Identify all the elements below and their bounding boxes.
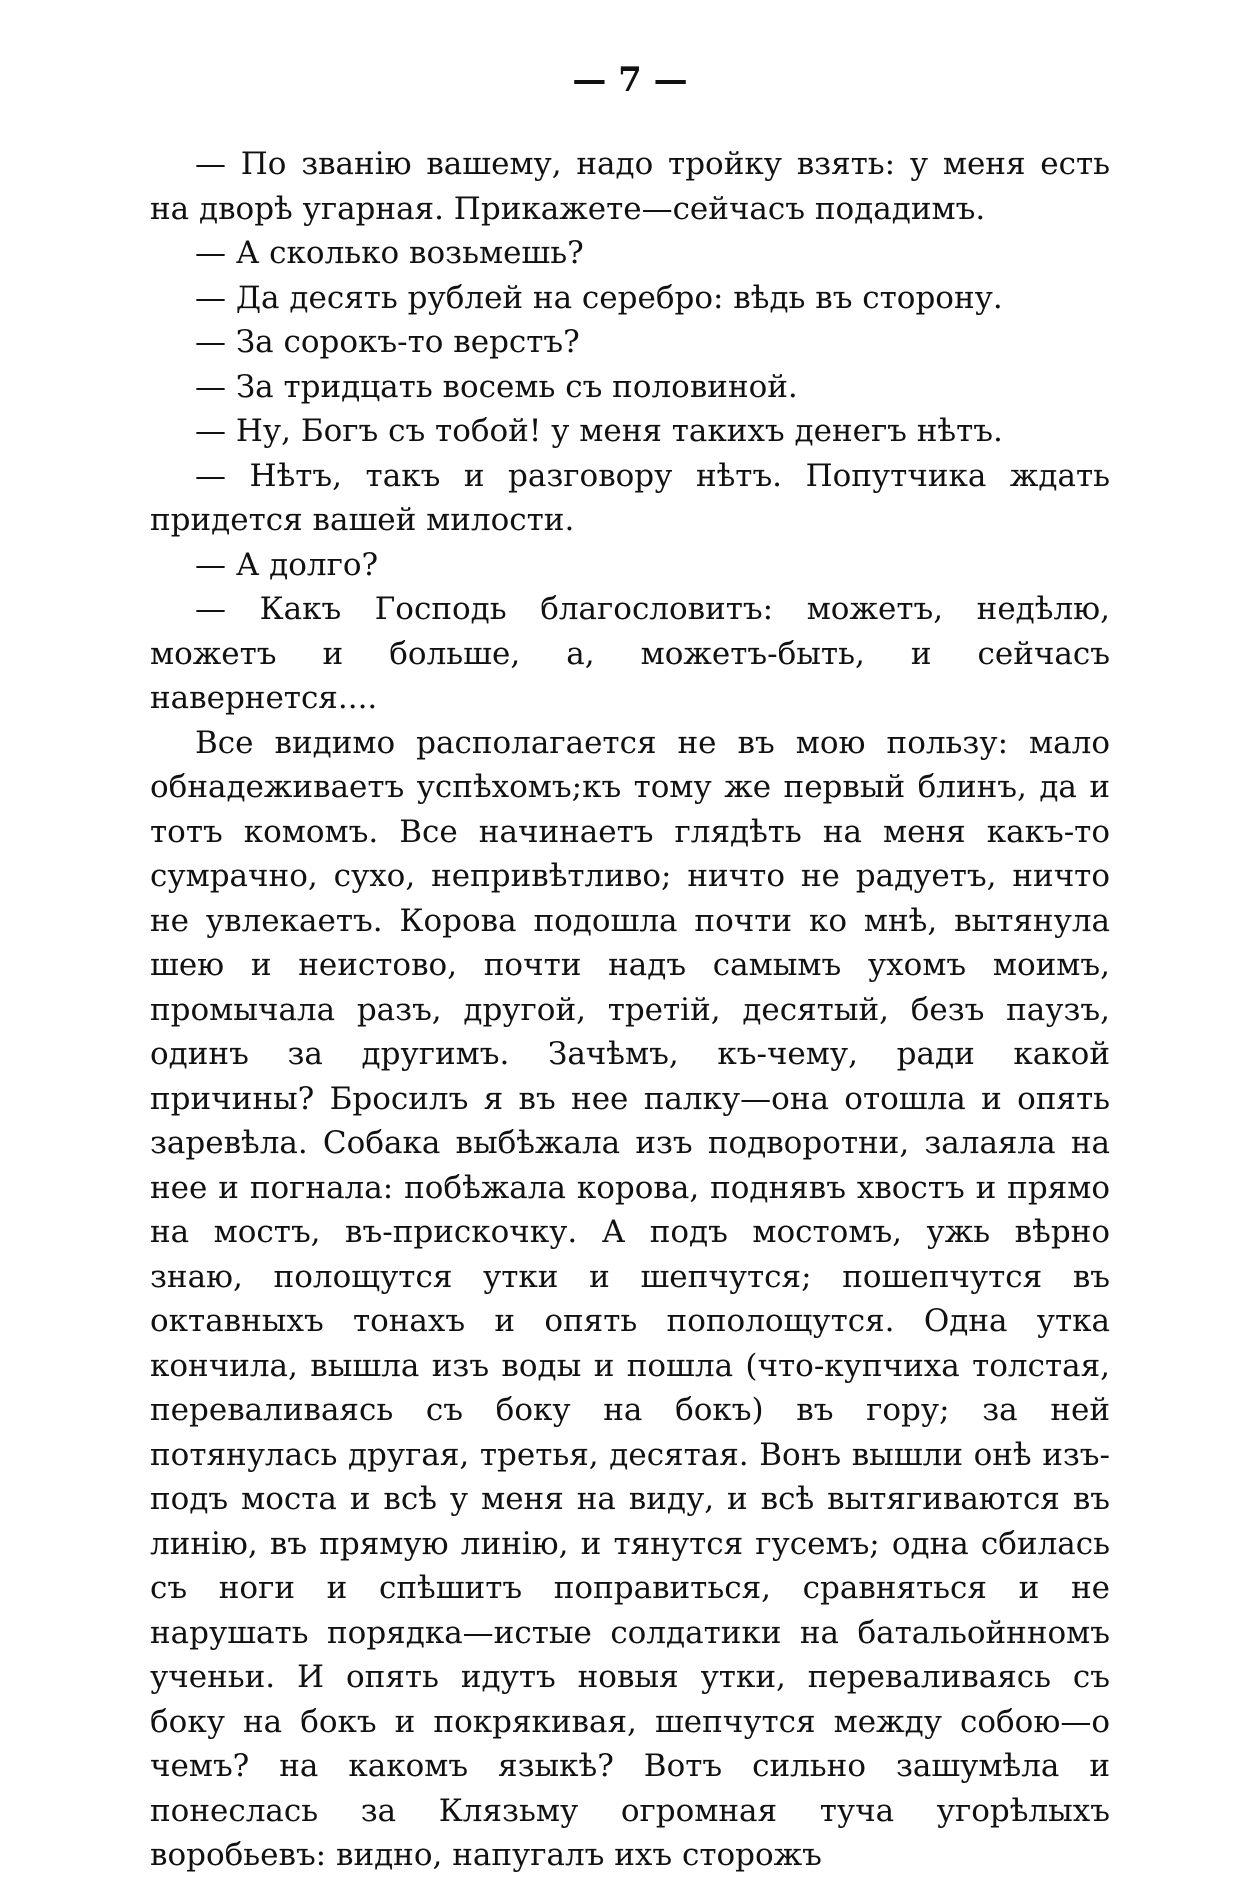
dialogue-line: — А сколько возьмешь?	[195, 235, 584, 271]
dialogue-line: — По званію вашему, надо тройку взять: у меня есть на дворѣ угарная. Прикажете—сейчасъ подадимъ.	[150, 146, 1110, 227]
dialogue-line: — Нѣтъ, такъ и разговору нѣтъ. Попутчика ждать придется вашей милости.	[150, 457, 1110, 538]
dialogue-line: — А долго?	[195, 546, 379, 583]
dialogue-line: — Ну, Богъ съ тобой! у меня такихъ денегъ нѣтъ.	[195, 413, 1003, 449]
narrative-paragraph: Все видимо располагается не въ мою пользу: мало обнадеживаетъ успѣхомъ;къ тому же первый блинъ, да и тотъ комомъ. Все начинаетъ глядѣть на меня какъ-то сумрачно, сухо, непривѣтливо; ничто не радуетъ, ничто не увлекаетъ. Корова подошла почти ко мнѣ, вытянула шею и неистово, почти надъ самымъ ухомъ моимъ, промычала разъ, другой, третій, десятый, безъ паузъ, одинъ за другимъ. Зачѣмъ, къ-чему, ради какой причины? Бросилъ я въ нее палку—она отошла и опять заревѣла. Собака выбѣжала изъ подворотни, залаяла на нее и погнала: побѣжала корова, поднявъ хвостъ и прямо на мостъ, въ-прискочку. А подъ мостомъ, ужь вѣрно знаю, полощутся утки и шепчутся; пошепчутся въ октавныхъ тонахъ и опять пополощутся. Одна утка кончила, вышла изъ воды и пошла (что-купчиха толстая, переваливаясь съ боку на бокъ) въ гору; за ней потянулась другая, третья, десятая. Вонъ вышли онѣ изъ-подъ моста и всѣ у меня на виду, и всѣ вытягиваются въ линію, въ прямую линію, и тянутся гусемъ; одна сбилась съ ноги и спѣшитъ поправиться, сравняться и не нарушать порядка—истые солдатики на батальойнномъ ученьи. И опять идутъ новыя утки, переваливаясь съ боку на бокъ и покрякивая, шепчутся между собою—о чемъ? на какомъ языкѣ? Вотъ сильно зашумѣла и понеслась за Клязьму огромная туча угорѣлыхъ воробьевъ: видно, напугалъ ихъ сторожъ	[150, 724, 1110, 1873]
page-number: — 7 —	[572, 60, 688, 100]
book-page	[150, 60, 1110, 1873]
dialogue-line: — Да десять рублей на серебро: вѣдь въ сторону.	[195, 279, 1003, 316]
page-text	[150, 142, 1110, 1878]
dialogue-line: — Какъ Господь благословитъ: можетъ, недѣлю, можетъ и больше, а, можетъ-быть, и сейчасъ навернется....	[150, 591, 1110, 716]
dialogue-line: — За сорокъ-то верстъ?	[195, 324, 580, 360]
dialogue-line: — За тридцать восемь съ половиной.	[195, 368, 798, 405]
